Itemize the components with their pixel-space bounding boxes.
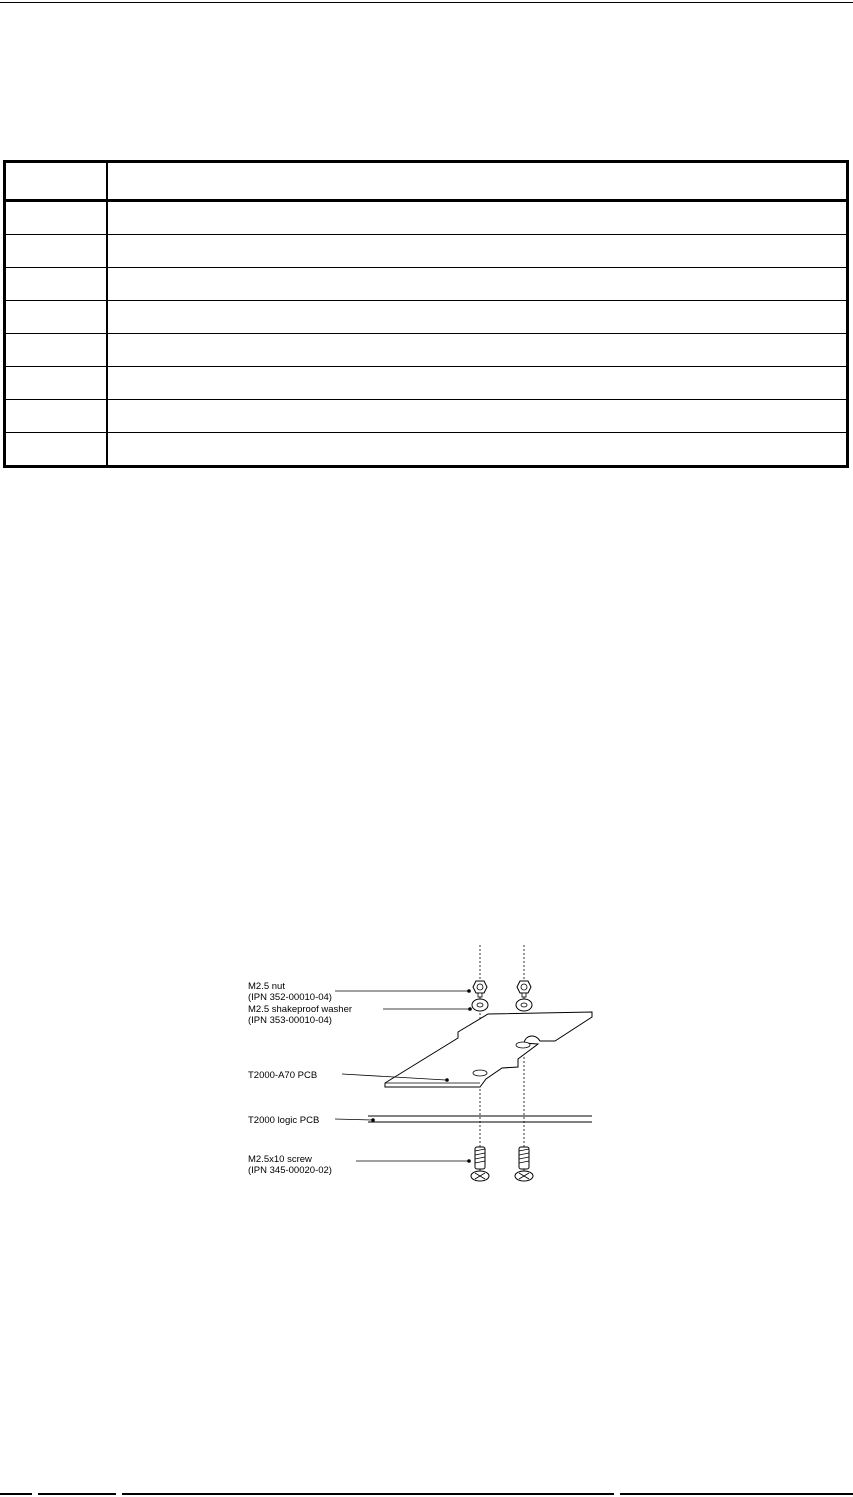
- label-nut-ipn: (IPN 352-00010-04): [248, 992, 332, 1003]
- assembly-figure: [240, 940, 600, 1190]
- label-nut: M2.5 nut: [248, 981, 285, 992]
- table-row: [5, 201, 848, 235]
- table-row: [5, 433, 848, 467]
- label-washer: M2.5 shakeproof washer: [248, 1004, 353, 1015]
- screw-icon: [471, 1147, 489, 1181]
- label-a70-pcb: T2000-A70 PCB: [248, 1070, 318, 1081]
- table-header-cell: [107, 162, 848, 201]
- table-cell: [5, 235, 107, 268]
- table-cell: [107, 400, 848, 433]
- table-cell: [107, 301, 848, 334]
- table-row: [5, 268, 848, 301]
- table-row: [5, 400, 848, 433]
- table-header-cell: [5, 162, 107, 201]
- table-row: [5, 367, 848, 400]
- table-cell: [5, 433, 107, 467]
- nut-icon: [517, 981, 531, 997]
- table-cell: [107, 235, 848, 268]
- table-header-row: [5, 162, 848, 201]
- bottom-rule-gap: [116, 1492, 122, 1496]
- table-cell: [107, 334, 848, 367]
- table-row: [5, 334, 848, 367]
- table-row: [5, 235, 848, 268]
- table-cell: [107, 433, 848, 467]
- bottom-rule-gap: [32, 1492, 38, 1496]
- washer-icon: [516, 999, 532, 1011]
- label-screw-ipn: (IPN 345-00020-02): [248, 1165, 332, 1176]
- table-cell: [5, 301, 107, 334]
- bottom-rule-gap: [614, 1492, 620, 1496]
- table-cell: [5, 367, 107, 400]
- nut-icon: [473, 981, 487, 997]
- leader-dot: [445, 1078, 449, 1082]
- table-cell: [5, 268, 107, 301]
- screw-icon: [515, 1147, 533, 1181]
- table-cell: [107, 201, 848, 235]
- table-cell: [5, 201, 107, 235]
- label-logic-pcb: T2000 logic PCB: [248, 1115, 320, 1126]
- washer-icon: [472, 999, 488, 1011]
- leader-dot: [467, 1159, 471, 1163]
- bottom-rule: [0, 1493, 853, 1495]
- leader-dot: [468, 1007, 472, 1011]
- table-cell: [107, 367, 848, 400]
- spec-table: [3, 160, 849, 468]
- table-cell: [5, 334, 107, 367]
- leader-dot: [371, 1118, 375, 1122]
- label-screw: M2.5x10 screw: [248, 1154, 312, 1165]
- top-rule: [0, 2, 853, 3]
- table-cell: [5, 400, 107, 433]
- leader-line: [335, 1119, 372, 1120]
- label-washer-ipn: (IPN 353-00010-04): [248, 1015, 332, 1026]
- assembly-diagram: [240, 940, 600, 1190]
- table-cell: [107, 268, 848, 301]
- leader-dot: [467, 989, 471, 993]
- table-row: [5, 301, 848, 334]
- a70-pcb-board: [385, 1012, 592, 1087]
